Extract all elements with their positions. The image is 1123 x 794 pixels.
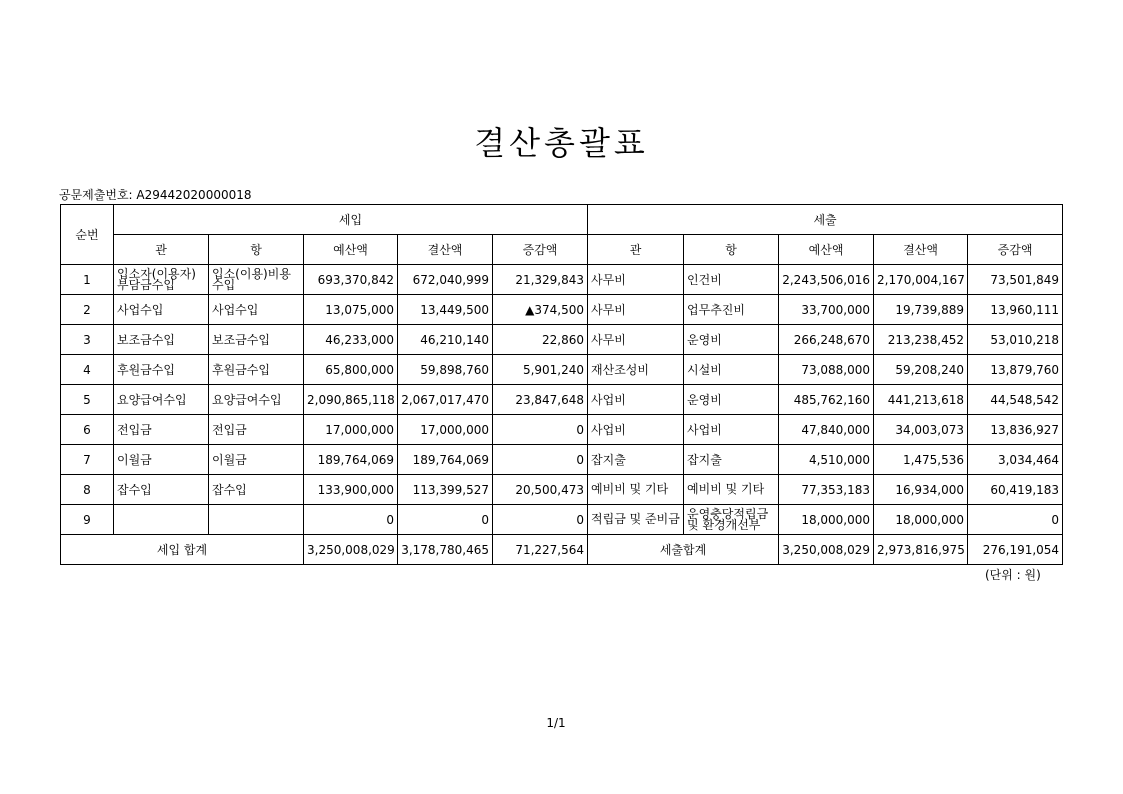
cell-ex-gwan: 사무비: [588, 265, 684, 295]
cell-no: 8: [61, 475, 114, 505]
cell-in-hang: 이월금: [209, 445, 304, 475]
cell-in-budget: 0: [304, 505, 398, 535]
cell-ex-budget: 485,762,160: [779, 385, 874, 415]
cell-ex-gwan: 사무비: [588, 295, 684, 325]
cell-ex-diff: 13,879,760: [968, 355, 1063, 385]
cell-in-hang: [209, 505, 304, 535]
header-ex-hang: 항: [684, 235, 779, 265]
cell-no: 4: [61, 355, 114, 385]
cell-ex-diff: 73,501,849: [968, 265, 1063, 295]
totals-row: [61, 535, 1063, 565]
cell-ex-hang: 운영충당적립금 및 환경개선부: [684, 505, 779, 535]
cell-ex-diff: 3,034,464: [968, 445, 1063, 475]
cell-in-diff: 0: [493, 415, 588, 445]
cell-in-settle: 189,764,069: [398, 445, 493, 475]
header-ex-budget: 예산액: [779, 235, 874, 265]
cell-ex-diff: 53,010,218: [968, 325, 1063, 355]
cell-in-diff: 20,500,473: [493, 475, 588, 505]
cell-ex-hang: 시설비: [684, 355, 779, 385]
cell-ex-gwan: 사무비: [588, 325, 684, 355]
cell-ex-budget: 2,243,506,016: [779, 265, 874, 295]
cell-in-budget: 13,075,000: [304, 295, 398, 325]
cell-ex-settle: 16,934,000: [874, 475, 968, 505]
cell-no: 7: [61, 445, 114, 475]
table-row: [61, 415, 1063, 445]
cell-in-settle: 113,399,527: [398, 475, 493, 505]
header-seq: 순번: [61, 205, 114, 265]
table-row: [61, 505, 1063, 535]
cell-ex-hang: 사업비: [684, 415, 779, 445]
cell-ex-settle: 441,213,618: [874, 385, 968, 415]
header-income: 세입: [114, 205, 588, 235]
cell-ex-diff: 44,548,542: [968, 385, 1063, 415]
header-ex-diff: 증감액: [968, 235, 1063, 265]
header-row-columns: [61, 235, 1063, 265]
cell-in-settle: 672,040,999: [398, 265, 493, 295]
cell-in-diff: 22,860: [493, 325, 588, 355]
cell-in-settle: 0: [398, 505, 493, 535]
unit-note: (단위 : 원): [985, 568, 1041, 582]
cell-ex-settle: 18,000,000: [874, 505, 968, 535]
cell-no: 2: [61, 295, 114, 325]
cell-ex-hang: 예비비 및 기타: [684, 475, 779, 505]
cell-no: 5: [61, 385, 114, 415]
table-row: [61, 355, 1063, 385]
cell-in-settle: 13,449,500: [398, 295, 493, 325]
cell-ex-settle: 19,739,889: [874, 295, 968, 325]
cell-in-hang: 사업수입: [209, 295, 304, 325]
header-ex-settle: 결산액: [874, 235, 968, 265]
cell-in-budget: 65,800,000: [304, 355, 398, 385]
header-row-groups: [61, 205, 1063, 235]
cell-ex-budget: 73,088,000: [779, 355, 874, 385]
cell-in-diff: 23,847,648: [493, 385, 588, 415]
cell-in-gwan: 잡수입: [114, 475, 209, 505]
cell-in-hang: 잡수입: [209, 475, 304, 505]
table-row: [61, 265, 1063, 295]
page-number: 1/1: [546, 716, 566, 730]
cell-ex-gwan: 사업비: [588, 415, 684, 445]
cell-ex-hang: 운영비: [684, 325, 779, 355]
cell-ex-diff: 60,419,183: [968, 475, 1063, 505]
cell-in-hang: 후원금수입: [209, 355, 304, 385]
cell-ex-budget: 77,353,183: [779, 475, 874, 505]
cell-in-hang: 전입금: [209, 415, 304, 445]
cell-in-settle: 46,210,140: [398, 325, 493, 355]
cell-ex-budget: 4,510,000: [779, 445, 874, 475]
header-in-budget: 예산액: [304, 235, 398, 265]
total-ex-budget: 3,250,008,029: [779, 535, 874, 565]
cell-no: 1: [61, 265, 114, 295]
cell-no: 6: [61, 415, 114, 445]
cell-ex-diff: 0: [968, 505, 1063, 535]
cell-ex-settle: 1,475,536: [874, 445, 968, 475]
table-row: [61, 445, 1063, 475]
cell-in-settle: 2,067,017,470: [398, 385, 493, 415]
cell-no: 9: [61, 505, 114, 535]
table-row: [61, 295, 1063, 325]
cell-in-diff: 5,901,240: [493, 355, 588, 385]
cell-in-diff: 0: [493, 505, 588, 535]
cell-in-gwan: [114, 505, 209, 535]
cell-ex-settle: 34,003,073: [874, 415, 968, 445]
cell-in-budget: 189,764,069: [304, 445, 398, 475]
cell-in-hang: 보조금수입: [209, 325, 304, 355]
cell-in-settle: 17,000,000: [398, 415, 493, 445]
cell-ex-hang: 잡지출: [684, 445, 779, 475]
cell-in-budget: 2,090,865,118: [304, 385, 398, 415]
cell-ex-hang: 인건비: [684, 265, 779, 295]
total-ex-diff: 276,191,054: [968, 535, 1063, 565]
cell-ex-settle: 2,170,004,167: [874, 265, 968, 295]
total-in-budget: 3,250,008,029: [304, 535, 398, 565]
total-ex-settle: 2,973,816,975: [874, 535, 968, 565]
cell-in-diff: 21,329,843: [493, 265, 588, 295]
total-ex-label: 세출합계: [588, 535, 779, 565]
cell-no: 3: [61, 325, 114, 355]
cell-in-hang: 요양급여수입: [209, 385, 304, 415]
cell-ex-diff: 13,960,111: [968, 295, 1063, 325]
header-in-hang: 항: [209, 235, 304, 265]
total-in-settle: 3,178,780,465: [398, 535, 493, 565]
cell-in-gwan: 후원금수입: [114, 355, 209, 385]
cell-ex-hang: 운영비: [684, 385, 779, 415]
header-in-diff: 증감액: [493, 235, 588, 265]
cell-ex-budget: 18,000,000: [779, 505, 874, 535]
cell-in-gwan: 요양급여수입: [114, 385, 209, 415]
cell-ex-gwan: 잡지출: [588, 445, 684, 475]
cell-in-budget: 693,370,842: [304, 265, 398, 295]
cell-in-settle: 59,898,760: [398, 355, 493, 385]
table-row: [61, 475, 1063, 505]
cell-in-diff: ▲374,500: [493, 295, 588, 325]
cell-ex-settle: 213,238,452: [874, 325, 968, 355]
cell-ex-gwan: 적립금 및 준비금: [588, 505, 684, 535]
total-in-label: 세입 합계: [61, 535, 304, 565]
cell-in-gwan: 사업수입: [114, 295, 209, 325]
cell-in-budget: 17,000,000: [304, 415, 398, 445]
page-title: 결산총괄표: [474, 124, 649, 162]
cell-in-gwan: 보조금수입: [114, 325, 209, 355]
cell-in-gwan: 전입금: [114, 415, 209, 445]
cell-ex-settle: 59,208,240: [874, 355, 968, 385]
document-number: 공문제출번호: A29442020000018: [59, 188, 252, 202]
header-ex-gwan: 관: [588, 235, 684, 265]
header-in-settle: 결산액: [398, 235, 493, 265]
table-row: [61, 325, 1063, 355]
cell-ex-budget: 33,700,000: [779, 295, 874, 325]
cell-ex-budget: 266,248,670: [779, 325, 874, 355]
cell-ex-diff: 13,836,927: [968, 415, 1063, 445]
cell-in-budget: 46,233,000: [304, 325, 398, 355]
cell-in-budget: 133,900,000: [304, 475, 398, 505]
cell-in-gwan: 이월금: [114, 445, 209, 475]
cell-ex-budget: 47,840,000: [779, 415, 874, 445]
cell-in-gwan: 입소자(이용자) 부담금수입: [114, 265, 209, 295]
cell-ex-gwan: 재산조성비: [588, 355, 684, 385]
header-expense: 세출: [588, 205, 1063, 235]
header-in-gwan: 관: [114, 235, 209, 265]
cell-ex-gwan: 사업비: [588, 385, 684, 415]
settlement-summary-table: [60, 204, 1063, 565]
cell-ex-gwan: 예비비 및 기타: [588, 475, 684, 505]
table-row: [61, 385, 1063, 415]
cell-ex-hang: 업무추진비: [684, 295, 779, 325]
total-in-diff: 71,227,564: [493, 535, 588, 565]
cell-in-diff: 0: [493, 445, 588, 475]
cell-in-hang: 입소(이용)비용 수입: [209, 265, 304, 295]
